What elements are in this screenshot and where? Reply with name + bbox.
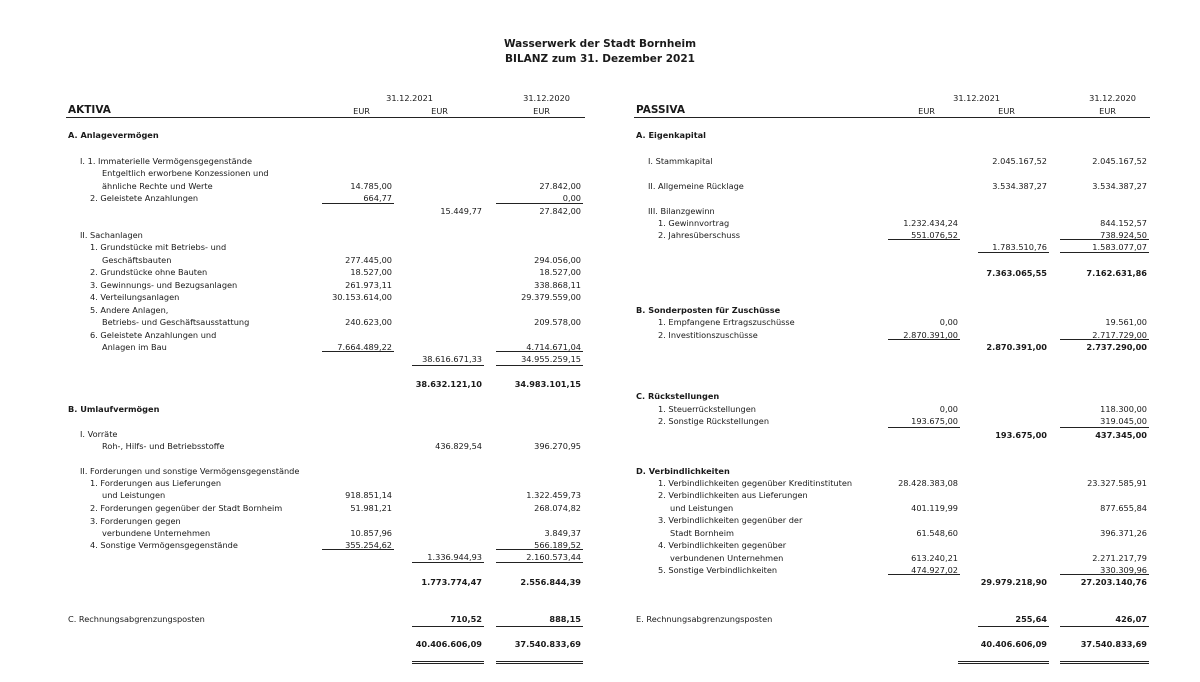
passiva-line-label: 2. Sonstige Rückstellungen: [658, 416, 770, 426]
aktiva-subtotal-rule: [412, 562, 484, 563]
aktiva-amount-col3: 1.322.459,73: [526, 490, 581, 500]
aktiva-subtotal-rule: [496, 203, 583, 204]
passiva-subtotal-rule: [1060, 252, 1149, 253]
passiva-subtotal-rule: [978, 252, 1049, 253]
passiva-date-2021: 31.12.2021: [953, 93, 1000, 103]
passiva-amount-col3: 738.924,50: [1100, 230, 1147, 240]
passiva-amount-col3: 437.345,00: [1095, 430, 1147, 440]
passiva-amount-col2: 2.870.391,00: [986, 342, 1047, 352]
aktiva-amount-col3: 29.379.559,00: [521, 292, 581, 302]
passiva-amount-col1: 401.119,99: [911, 503, 958, 513]
aktiva-grand-total-double-rule: [412, 661, 484, 664]
aktiva-line-label: 2. Grundstücke ohne Bauten: [90, 267, 208, 277]
passiva-line-label: 1. Steuerrückstellungen: [658, 404, 756, 414]
aktiva-eur-col2: EUR: [431, 106, 448, 116]
passiva-line-label: 2. Verbindlichkeiten aus Lieferungen: [658, 490, 808, 500]
aktiva-subtotal-rule: [496, 562, 583, 563]
aktiva-line-label: II. Sachanlagen: [80, 230, 143, 240]
passiva-subtotal-rule: [888, 574, 960, 575]
aktiva-line-label: C. Rechnungsabgrenzungsposten: [68, 614, 205, 624]
passiva-eur-col1: EUR: [918, 106, 935, 116]
passiva-line-label: 2. Jahresüberschuss: [658, 230, 740, 240]
passiva-line-label: und Leistungen: [670, 503, 734, 513]
aktiva-amount-col1: 240.623,00: [345, 317, 392, 327]
passiva-heading: PASSIVA: [636, 104, 685, 116]
passiva-subtotal-rule: [1060, 239, 1149, 240]
passiva-amount-col3: 844.152,57: [1100, 218, 1147, 228]
aktiva-grand-total-double-rule: [496, 661, 583, 664]
passiva-total-rule: [978, 626, 1049, 627]
aktiva-amount-col3: 3.849,37: [544, 528, 581, 538]
aktiva-amount-col2: 40.406.606,09: [415, 639, 482, 649]
aktiva-subtotal-rule: [322, 549, 394, 550]
aktiva-subtotal-rule: [412, 365, 484, 366]
passiva-amount-col1: 28.428.383,08: [898, 478, 958, 488]
aktiva-line-label: A. Anlagevermögen: [68, 130, 159, 140]
aktiva-amount-col3: 294.056,00: [534, 255, 581, 265]
aktiva-date-2021: 31.12.2021: [386, 93, 433, 103]
passiva-amount-col3: 319.045,00: [1100, 416, 1147, 426]
aktiva-line-label: 3. Gewinnungs- und Bezugsanlagen: [90, 280, 238, 290]
aktiva-amount-col1: 18.527,00: [350, 267, 392, 277]
passiva-total-rule: [1060, 626, 1149, 627]
aktiva-amount-col3: 34.983.101,15: [514, 379, 581, 389]
passiva-amount-col3: 2.045.167,52: [1092, 156, 1147, 166]
passiva-line-label: 4. Verbindlichkeiten gegenüber: [658, 540, 787, 550]
passiva-subtotal-rule: [888, 239, 960, 240]
passiva-subtotal-rule: [888, 339, 960, 340]
aktiva-amount-col3: 4.714.671,04: [526, 342, 581, 352]
aktiva-line-label: Entgeltlich erworbene Konzessionen und: [102, 168, 269, 178]
aktiva-line-label: I. 1. Immaterielle Vermögensgegenstände: [80, 156, 253, 166]
aktiva-subtotal-rule: [496, 549, 583, 550]
passiva-line-label: 1. Verbindlichkeiten gegenüber Kreditinstituten: [658, 478, 853, 488]
passiva-amount-col3: 37.540.833,69: [1080, 639, 1147, 649]
aktiva-line-label: und Leistungen: [102, 490, 166, 500]
aktiva-amount-col3: 396.270,95: [534, 441, 581, 451]
passiva-amount-col1: 193.675,00: [911, 416, 958, 426]
passiva-line-label: III. Bilanzgewinn: [648, 206, 715, 216]
passiva-amount-col1: 2.870.391,00: [903, 330, 958, 340]
passiva-amount-col3: 3.534.387,27: [1092, 181, 1147, 191]
passiva-line-label: 3. Verbindlichkeiten gegenüber der: [658, 515, 803, 525]
aktiva-amount-col3: 27.842,00: [539, 181, 581, 191]
passiva-amount-col1: 0,00: [939, 317, 958, 327]
aktiva-amount-col1: 664,77: [363, 193, 392, 203]
passiva-amount-col2: 255,64: [1015, 614, 1047, 624]
aktiva-line-label: Geschäftsbauten: [102, 255, 172, 265]
passiva-header-rule: [634, 117, 1150, 118]
aktiva-line-label: Roh-, Hilfs- und Betriebsstoffe: [102, 441, 225, 451]
aktiva-total-rule: [496, 626, 583, 627]
passiva-line-label: II. Allgemeine Rücklage: [648, 181, 744, 191]
aktiva-line-label: 4. Sonstige Vermögensgegenstände: [90, 540, 238, 550]
aktiva-amount-col3: 0,00: [562, 193, 581, 203]
aktiva-amount-col3: 209.578,00: [534, 317, 581, 327]
aktiva-line-label: 1. Forderungen aus Lieferungen: [90, 478, 222, 488]
passiva-amount-col3: 19.561,00: [1105, 317, 1147, 327]
passiva-amount-col1: 474.927,02: [911, 565, 958, 575]
passiva-line-label: B. Sonderposten für Zuschüsse: [636, 305, 781, 315]
passiva-amount-col2: 1.783.510,76: [992, 242, 1047, 252]
aktiva-subtotal-rule: [322, 203, 394, 204]
passiva-subtotal-rule: [1060, 339, 1149, 340]
aktiva-amount-col2: 436.829,54: [435, 441, 482, 451]
aktiva-amount-col2: 15.449,77: [440, 206, 482, 216]
passiva-eur-col3: EUR: [1099, 106, 1116, 116]
passiva-line-label: 2. Investitionszuschüsse: [658, 330, 758, 340]
aktiva-line-label: 3. Forderungen gegen: [90, 516, 181, 526]
passiva-line-label: I. Stammkapital: [648, 156, 713, 166]
aktiva-amount-col2: 38.616.671,33: [422, 354, 482, 364]
aktiva-line-label: 2. Forderungen gegenüber der Stadt Bornheim: [90, 503, 283, 513]
aktiva-amount-col2: 38.632.121,10: [415, 379, 482, 389]
aktiva-amount-col2: 710,52: [450, 614, 482, 624]
aktiva-amount-col1: 355.254,62: [345, 540, 392, 550]
aktiva-line-label: 2. Geleistete Anzahlungen: [90, 193, 199, 203]
passiva-line-label: 1. Gewinnvortrag: [658, 218, 730, 228]
passiva-line-label: Stadt Bornheim: [670, 528, 734, 538]
aktiva-amount-col3: 566.189,52: [534, 540, 581, 550]
aktiva-amount-col1: 51.981,21: [350, 503, 392, 513]
passiva-amount-col3: 330.309,96: [1100, 565, 1147, 575]
aktiva-amount-col3: 338.868,11: [534, 280, 581, 290]
document-title: Wasserwerk der Stadt Bornheim: [503, 38, 697, 50]
aktiva-subtotal-rule: [496, 365, 583, 366]
aktiva-amount-col1: 14.785,00: [350, 181, 392, 191]
passiva-line-label: verbundenen Unternehmen: [670, 553, 784, 563]
aktiva-subtotal-rule: [322, 351, 394, 352]
passiva-line-label: A. Eigenkapital: [636, 130, 706, 140]
passiva-line-label: 5. Sonstige Verbindlichkeiten: [658, 565, 778, 575]
aktiva-header-rule: [66, 117, 585, 118]
aktiva-amount-col1: 30.153.614,00: [332, 292, 392, 302]
aktiva-eur-col1: EUR: [353, 106, 370, 116]
passiva-grand-total-double-rule: [1060, 661, 1149, 664]
passiva-amount-col2: 7.363.065,55: [986, 268, 1047, 278]
passiva-grand-total-double-rule: [958, 661, 1049, 664]
passiva-amount-col2: 193.675,00: [995, 430, 1047, 440]
passiva-subtotal-rule: [888, 427, 960, 428]
passiva-amount-col1: 0,00: [939, 404, 958, 414]
passiva-subtotal-rule: [1060, 574, 1149, 575]
passiva-amount-col3: 396.371,26: [1100, 528, 1147, 538]
aktiva-eur-col3: EUR: [533, 106, 550, 116]
passiva-date-2020: 31.12.2020: [1089, 93, 1136, 103]
passiva-amount-col3: 2.737.290,00: [1086, 342, 1147, 352]
aktiva-amount-col1: 10.857,96: [350, 528, 392, 538]
aktiva-amount-col3: 18.527,00: [539, 267, 581, 277]
passiva-amount-col2: 3.534.387,27: [992, 181, 1047, 191]
passiva-subtotal-rule: [1060, 427, 1149, 428]
passiva-amount-col2: 29.979.218,90: [980, 577, 1047, 587]
aktiva-subtotal-rule: [496, 351, 583, 352]
passiva-amount-col2: 40.406.606,09: [980, 639, 1047, 649]
aktiva-line-label: verbundene Unternehmen: [102, 528, 211, 538]
passiva-amount-col3: 877.655,84: [1100, 503, 1147, 513]
aktiva-amount-col1: 918.851,14: [345, 490, 392, 500]
passiva-line-label: E. Rechnungsabgrenzungsposten: [636, 614, 773, 624]
aktiva-amount-col3: 27.842,00: [539, 206, 581, 216]
aktiva-line-label: 5. Andere Anlagen,: [90, 305, 169, 315]
aktiva-date-2020: 31.12.2020: [523, 93, 570, 103]
passiva-eur-col2: EUR: [998, 106, 1015, 116]
passiva-amount-col3: 7.162.631,86: [1086, 268, 1147, 278]
passiva-amount-col3: 2.271.217,79: [1092, 553, 1147, 563]
passiva-line-label: D. Verbindlichkeiten: [636, 466, 730, 476]
passiva-amount-col3: 1.583.077,07: [1092, 242, 1147, 252]
passiva-amount-col1: 551.076,52: [911, 230, 958, 240]
aktiva-amount-col3: 37.540.833,69: [514, 639, 581, 649]
aktiva-line-label: 1. Grundstücke mit Betriebs- und: [90, 242, 227, 252]
passiva-amount-col1: 1.232.434,24: [903, 218, 958, 228]
passiva-line-label: 1. Empfangene Ertragszuschüsse: [658, 317, 795, 327]
aktiva-amount-col3: 268.074,82: [534, 503, 581, 513]
passiva-amount-col3: 118.300,00: [1100, 404, 1147, 414]
passiva-amount-col1: 61.548,60: [916, 528, 958, 538]
aktiva-line-label: II. Forderungen und sonstige Vermögensgegenstände: [80, 466, 300, 476]
passiva-amount-col3: 27.203.140,76: [1080, 577, 1147, 587]
passiva-amount-col3: 2.717.729,00: [1092, 330, 1147, 340]
aktiva-line-label: ähnliche Rechte und Werte: [102, 181, 213, 191]
aktiva-amount-col3: 2.556.844,39: [520, 577, 581, 587]
passiva-amount-col1: 613.240,21: [911, 553, 958, 563]
aktiva-amount-col1: 7.664.489,22: [337, 342, 392, 352]
aktiva-amount-col1: 277.445,00: [345, 255, 392, 265]
aktiva-amount-col3: 34.955.259,15: [521, 354, 581, 364]
aktiva-amount-col1: 261.973,11: [345, 280, 392, 290]
passiva-amount-col3: 23.327.585,91: [1087, 478, 1147, 488]
aktiva-amount-col3: 2.160.573,44: [526, 552, 581, 562]
passiva-amount-col3: 426,07: [1115, 614, 1147, 624]
aktiva-line-label: I. Vorräte: [80, 429, 118, 439]
aktiva-line-label: B. Umlaufvermögen: [68, 404, 160, 414]
aktiva-line-label: 6. Geleistete Anzahlungen und: [90, 330, 217, 340]
aktiva-amount-col3: 888,15: [549, 614, 581, 624]
aktiva-total-rule: [412, 626, 484, 627]
aktiva-line-label: Anlagen im Bau: [102, 342, 167, 352]
aktiva-line-label: Betriebs- und Geschäftsausstattung: [102, 317, 250, 327]
passiva-line-label: C. Rückstellungen: [636, 391, 720, 401]
passiva-amount-col2: 2.045.167,52: [992, 156, 1047, 166]
aktiva-line-label: 4. Verteilungsanlagen: [90, 292, 180, 302]
document-subtitle: BILANZ zum 31. Dezember 2021: [505, 53, 695, 65]
aktiva-heading: AKTIVA: [68, 104, 111, 116]
aktiva-amount-col2: 1.773.774,47: [421, 577, 482, 587]
aktiva-amount-col2: 1.336.944,93: [427, 552, 482, 562]
